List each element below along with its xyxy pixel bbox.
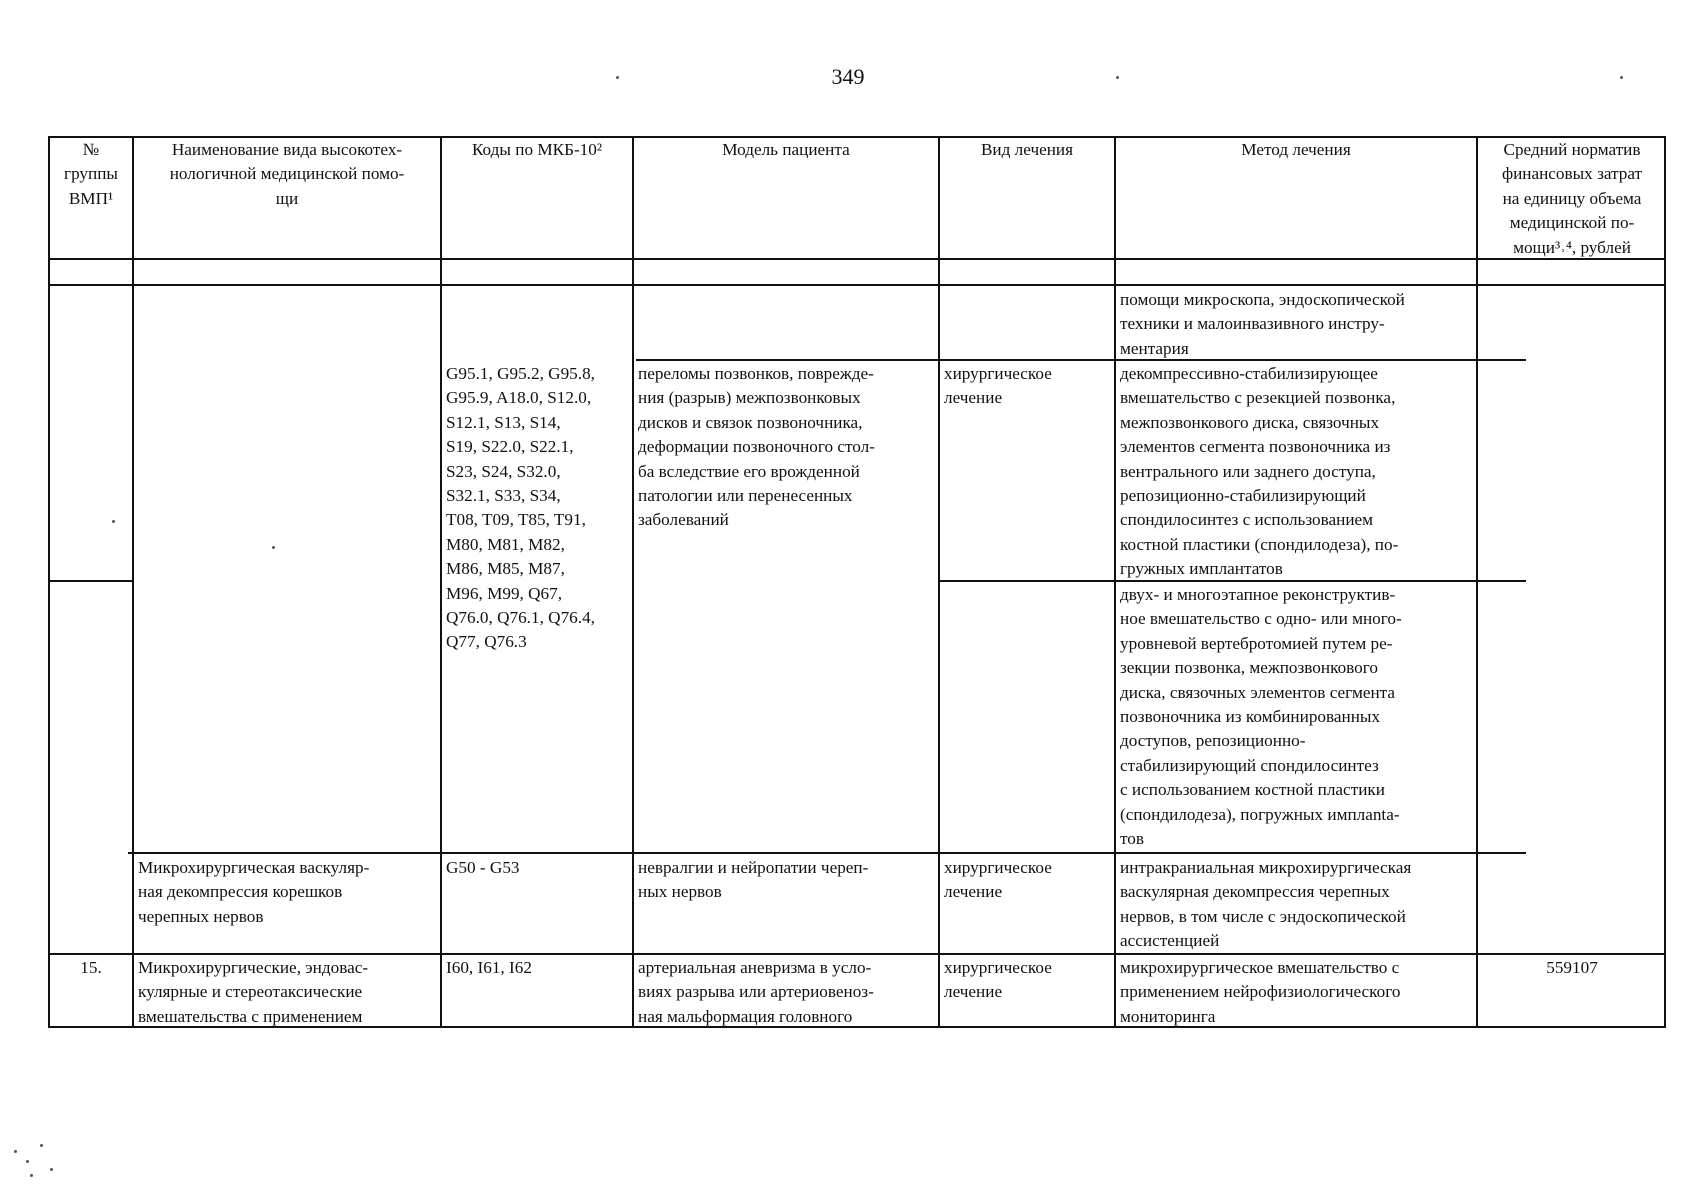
header-patient-model: Модель пациента [722,140,850,159]
vmp-table [48,136,1666,1028]
r5-cost: 559107 [1546,958,1598,977]
scan-speck [272,546,275,549]
scan-speck [1620,76,1623,79]
line-v1 [132,136,134,1028]
page-number: 349 [831,64,865,89]
header-vmp-name: Наименование вида высокотех- нологичной медицинской помо- щи [169,140,405,208]
r2-patient-model: переломы позвонков, поврежде- ния (разрыв) межпозвонковых дисков и связок позвоночника, деформации позвоночного стол- ба вследствие его врожденной патологии или перенесенных заболеваний [638,364,875,530]
line-v0 [48,136,50,1028]
line-v4 [938,136,940,1028]
r4-patient-model: невралгии и нейропатии череп- ных нервов [638,858,869,902]
scan-speck [26,1160,29,1163]
r2-method: декомпрессивно-стабилизирующее вмешательство с резекцией позвонка, межпозвонкового диска, связочных элементов сегмента позвоночника из вентрального или заднего доступа, репозиционно-стабилизирующий спондилосинтез с использованием костной пластики (спондилодеза), по- гружных имплантатов [1120,364,1399,579]
scan-speck [30,1174,33,1177]
line-subheader-bottom [48,284,1666,286]
line-r3-bottom [128,852,1526,854]
scan-speck [50,1168,53,1171]
line-r1-left-short [48,580,132,582]
header-cost-norm: Средний норматив финансовых затрат на единицу объема медицинской по- мощи³˒⁴, рублей [1501,140,1643,257]
header-treatment-type: Вид лечения [980,140,1074,159]
scan-speck [40,1144,43,1147]
line-v5 [1114,136,1116,1028]
header-icd-codes: Коды по МКБ-10² [471,140,603,159]
r2-treatment-type: хирургическое лечение [944,364,1052,408]
line-v3 [632,136,634,1028]
line-v6 [1476,136,1478,1028]
r4-vmp-name: Микрохирургическая васкуляр- ная декомпрессия корешков черепных нервов [138,858,370,926]
line-v2 [440,136,442,1028]
header-treatment-method: Метод лечения [1241,140,1351,159]
scan-speck [112,520,115,523]
r1-method: помощи микроскопа, эндоскопической техники и малоинвазивного инстру- ментария [1120,290,1405,358]
scan-speck [1116,76,1119,79]
r5-vmp-name: Микрохирургические, эндовас- кулярные и стереотаксические вмешательства с применением [138,958,369,1026]
line-v7 [1664,136,1666,1028]
r5-codes: I60, I61, I62 [446,958,532,977]
r4-treatment-type: хирургическое лечение [944,858,1052,902]
scan-speck [14,1150,17,1153]
r4-codes: G50 - G53 [446,858,520,877]
r2-codes: G95.1, G95.2, G95.8, G95.9, A18.0, S12.0, S12.1, S13, S14, S19, S22.0, S22.1, S23, S24, S32.0, S32.1, S33, S34, T08, T09, T85, T91, M80, M81, M82, M86, M85, M87, M96, M99, Q67, Q76.0, Q76.1, Q76.4, Q77, Q76.3 [446,364,595,652]
r5-patient-model: артериальная аневризма в усло- виях разрыва или артериовеноз- ная мальформация головного [638,958,874,1026]
header-group-number: № группы ВМП¹ [64,140,118,208]
scan-speck [616,76,619,79]
r5-treatment-type: хирургическое лечение [944,958,1052,1002]
line-header-bottom [48,258,1666,260]
r5-group-number: 15. [80,958,102,977]
r5-method: микрохирургическое вмешательство с применением нейрофизиологического мониторинга [1120,958,1401,1026]
r4-method: интракраниальная микрохирургическая васкулярная декомпрессия черепных нервов, в том числе с эндоскопической ассистенцией [1120,858,1412,951]
r3-method: двух- и многоэтапное реконструктив- ное вмешательство с одно- или много- уровневой вертебротомией путем ре- зекции позвонка, межпозвонкового диска, связочных элементов сегмента позвоночника из комбинированных доступов, репозиционно- стабилизирующий спондилосинтез с использованием костной пластики (спондилодеза), погружных имплanta- тов [1120,585,1402,849]
